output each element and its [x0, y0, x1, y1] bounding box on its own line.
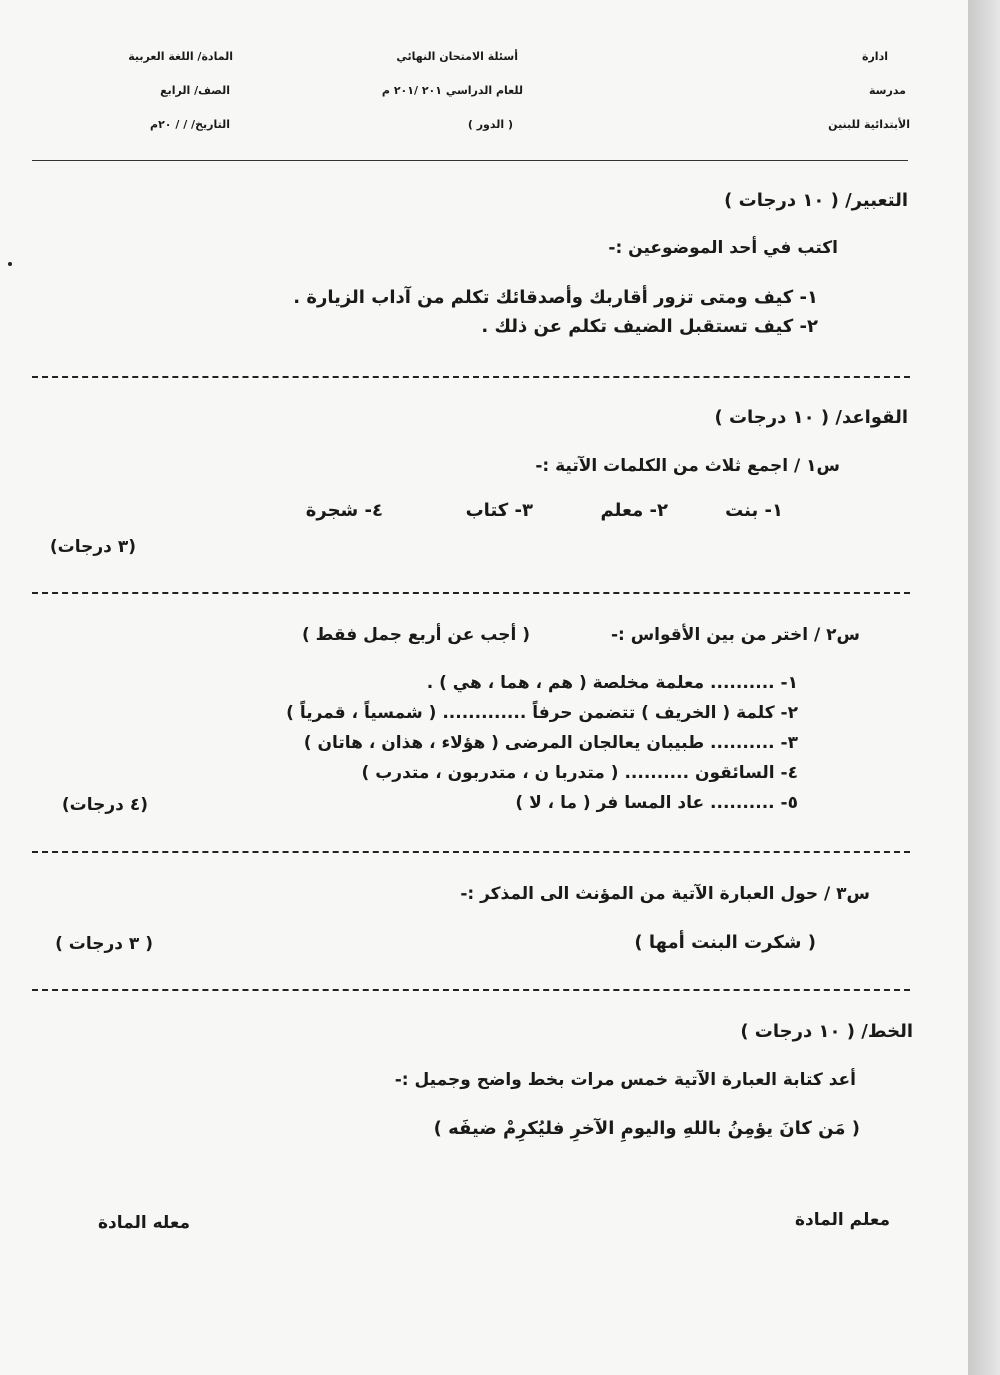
divider — [32, 376, 910, 378]
grammar-q1-marks: (٣ درجات) — [49, 537, 136, 557]
grammar-q3-sentence: ( شكرت البنت أمها ) — [634, 932, 816, 953]
grammar-title: القواعد/ ( ١٠ درجات ) — [714, 407, 908, 428]
header-exam-title: أسئلة الامتحان النهائي — [396, 50, 518, 63]
footer-teacher-left: معله المادة — [97, 1213, 190, 1233]
stray-mark — [8, 262, 12, 266]
grammar-q2-item-5: ٥- .......... عاد المسا فر ( ما ، لا ) — [515, 793, 798, 813]
header-academic-year: للعام الدراسي ٢٠١ /٢٠١ م — [381, 84, 523, 97]
grammar-q2-item-3: ٣- .......... طبيبان يعالجان المرضى ( هؤلاء ، هذان ، هاتان ) — [303, 733, 798, 753]
header-subject: المادة/ اللغة العربية — [128, 50, 233, 63]
grammar-q1-word-2: ٢- معلم — [600, 500, 668, 521]
header-school-type: الأبتدائية للبنين — [828, 118, 910, 131]
divider — [32, 851, 910, 853]
grammar-q3-marks: ( ٣ درجات ) — [55, 934, 153, 954]
grammar-q1-text: س١ / اجمع ثلاث من الكلمات الآتية :- — [535, 456, 840, 476]
handwriting-instruction: أعد كتابة العبارة الآتية خمس مرات بخط واضح وجميل :- — [394, 1070, 856, 1090]
expression-instruction: اكتب في أحد الموضوعين :- — [608, 238, 838, 258]
grammar-q2-item-4: ٤- السائقون .......... ( متدربا ن ، متدربون ، متدرب ) — [361, 763, 798, 783]
header-divider — [32, 160, 908, 161]
divider — [32, 592, 910, 594]
footer-teacher-right: معلم المادة — [794, 1210, 890, 1230]
header-admin: ادارة — [861, 50, 888, 63]
header-date: التاريخ/ / / ٢٠م — [150, 118, 230, 131]
handwriting-sentence: ( مَن كانَ يؤمِنُ باللهِ واليومِ الآخرِ فليُكرِمْ ضيفَه ) — [433, 1118, 860, 1139]
expression-topic-1: ١- كيف ومتى تزور أقاربك وأصدقائك تكلم من آداب الزيارة . — [293, 287, 818, 308]
header-school: مدرسة — [869, 84, 906, 97]
header-grade: الصف/ الرابع — [160, 84, 230, 97]
handwriting-title: الخط/ ( ١٠ درجات ) — [740, 1021, 913, 1042]
grammar-q1-word-4: ٤- شجرة — [305, 500, 383, 521]
page-edge — [968, 0, 1000, 1375]
grammar-q2-text: س٢ / اختر من بين الأقواس :- — [610, 625, 860, 645]
expression-topic-2: ٢- كيف تستقبل الضيف تكلم عن ذلك . — [481, 316, 818, 337]
expression-title: التعبير/ ( ١٠ درجات ) — [724, 190, 908, 211]
grammar-q2-item-2: ٢- كلمة ( الخريف ) تتضمن حرفاً ............. ( شمسياً ، قمرياً ) — [286, 703, 798, 723]
grammar-q1-word-1: ١- بنت — [725, 500, 783, 521]
grammar-q2-note: ( أجب عن أربع جمل فقط ) — [301, 625, 530, 645]
header-round: ( الدور ) — [467, 118, 513, 131]
grammar-q3-text: س٣ / حول العبارة الآتية من المؤنث الى المذكر :- — [460, 884, 870, 904]
grammar-q1-word-3: ٣- كتاب — [465, 500, 533, 521]
grammar-q2-item-1: ١- .......... معلمة مخلصة ( هم ، هما ، هي ) . — [426, 673, 798, 693]
grammar-q2-marks: (٤ درجات) — [61, 795, 148, 815]
divider — [32, 989, 910, 991]
